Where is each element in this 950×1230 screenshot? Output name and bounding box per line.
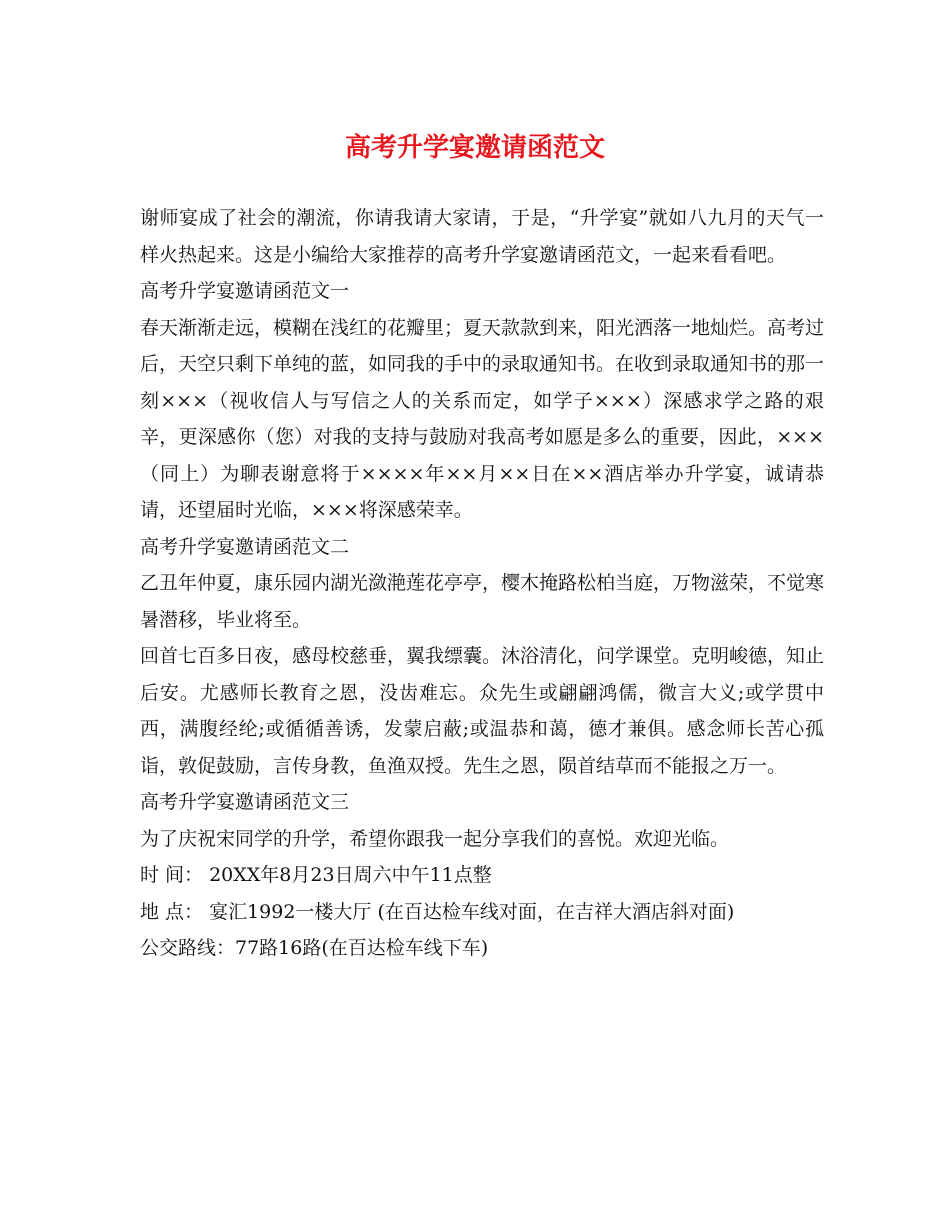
intro-paragraph: 谢师宴成了社会的潮流，你请我请大家请，于是，“升学宴”就如八九月的天气一样火热起来。这是小编给大家推荐的高考升学宴邀请函范文，一起来看看吧。 <box>140 207 824 266</box>
section-3-paragraph: 为了庆祝宋同学的升学，希望你跟我一起分享我们的喜悦。欢迎光临。 <box>140 827 730 850</box>
document-title: 高考升学宴邀请函范文 <box>344 133 605 163</box>
bus-route: 公交路线：77路16路(在百达检车线下车) <box>140 937 489 959</box>
document-body <box>140 200 824 967</box>
section-2-paragraph-2: 回首七百多日夜，感母校慈垂，翼我缥囊。沐浴清化，问学课堂。克明峻德，知止后安。尤感师长教育之恩，没齿难忘。众先生或翩翩鸿儒，微言大义;或学贯中西，满腹经纶;或循循善诱，发蒙启蔽;或温恭和蔼，德才兼俱。感念师长苦心孤诣，敦促鼓励，言传身教，鱼渔双授。先生之恩，陨首结草而不能报之万一。 <box>140 645 825 777</box>
section-1-paragraph: 春天渐渐走远，模糊在浅红的花瓣里；夏天款款到来，阳光洒落一地灿烂。高考过后，天空只剩下单纯的蓝，如同我的手中的录取通知书。在收到录取通知书的那一刻×××（视收信人与写信之人的关系而定，如学子×××）深感求学之路的艰辛，更深感你（您）对我的支持与鼓励对我高考如愿是多么的重要，因此，×××（同上）为聊表谢意将于××××年××月××日在××酒店举办升学宴，诚请恭请，还望届时光临，×××将深感荣幸。 <box>140 316 825 521</box>
section-heading-3: 高考升学宴邀请函范文三 <box>140 791 350 813</box>
event-time: 时 间： 20XX年8月23日周六中午11点整 <box>140 864 492 886</box>
event-location: 地 点： 宴汇1992一楼大厅 (在百达检车线对面，在吉祥大酒店斜对面) <box>140 900 735 923</box>
section-2-paragraph-1: 乙丑年仲夏，康乐园内湖光潋滟莲花亭亭，樱木掩路松柏当庭，万物滋荣，不觉寒暑潜移，毕业将至。 <box>140 572 825 631</box>
section-heading-1: 高考升学宴邀请函范文一 <box>140 280 350 302</box>
section-heading-2: 高考升学宴邀请函范文二 <box>140 535 350 558</box>
